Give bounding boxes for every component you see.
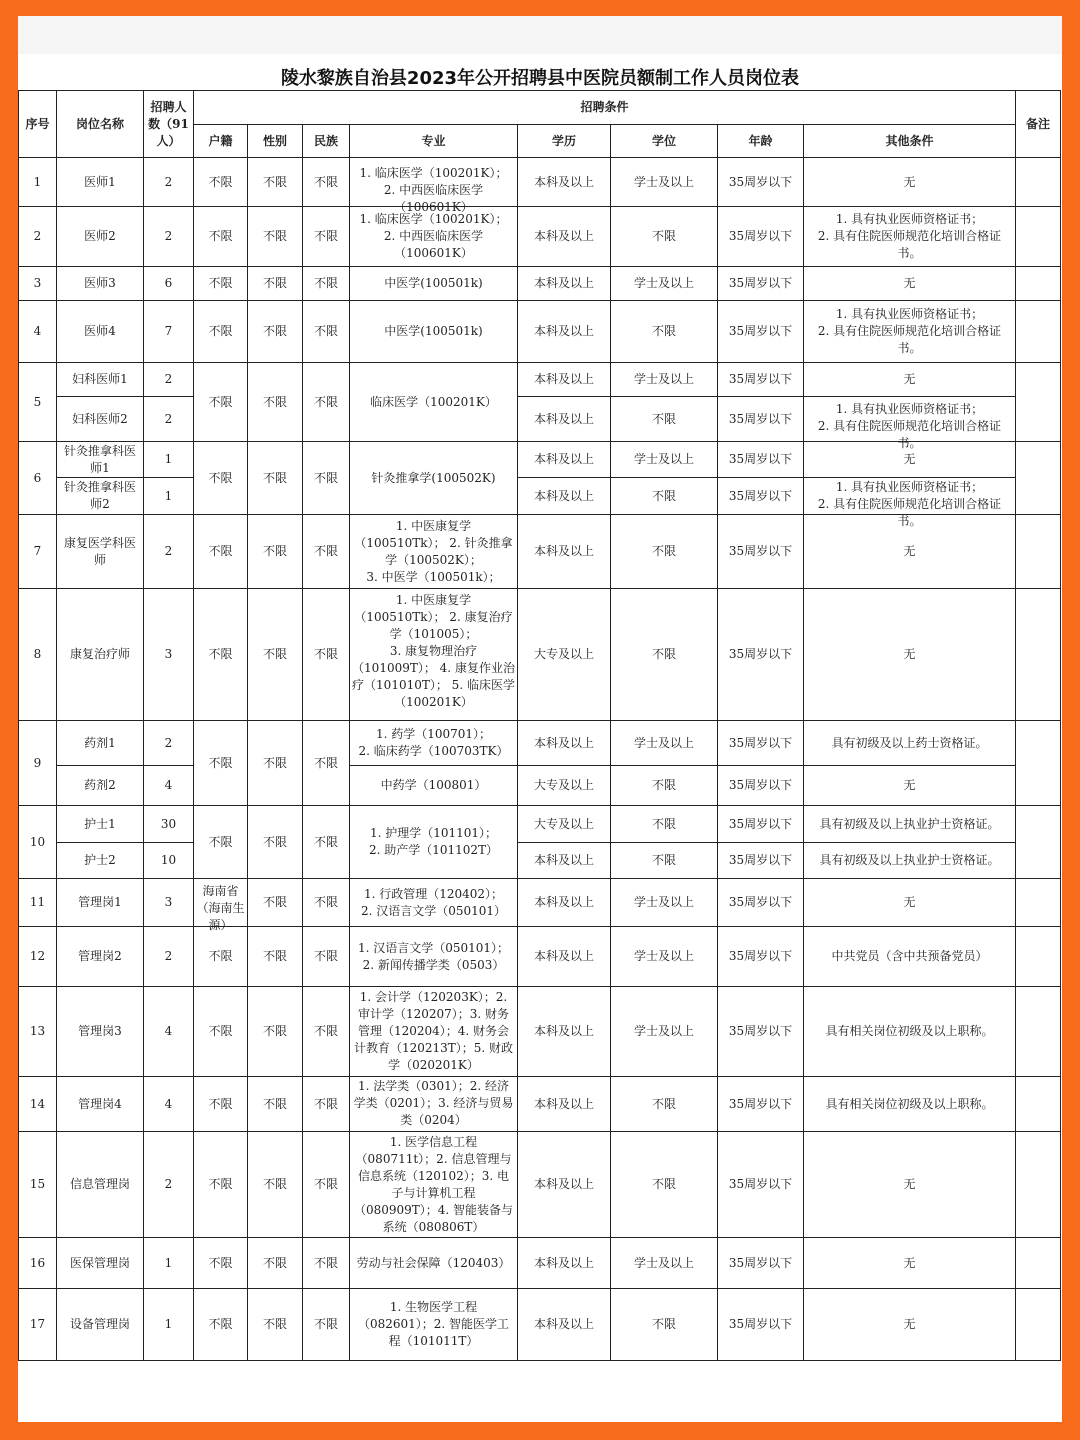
cell-edu: 本科及以上 <box>518 363 611 397</box>
cell-age: 35周岁以下 <box>718 806 804 843</box>
header-conditions: 招聘条件 <box>194 91 1016 125</box>
cell-major: 1. 护理学（101101）； 2. 助产学（101102T） <box>350 806 518 879</box>
cell-other: 无 <box>804 515 1016 589</box>
cell-hukou: 不限 <box>194 515 248 589</box>
cell-ethnic: 不限 <box>303 267 350 301</box>
cell-ethnic: 不限 <box>303 442 350 515</box>
cell-age: 35周岁以下 <box>718 1077 804 1132</box>
cell-gender: 不限 <box>248 987 303 1077</box>
cell-age: 35周岁以下 <box>718 927 804 987</box>
cell-degree: 不限 <box>611 397 718 442</box>
page-title: 陵水黎族自治县2023年公开招聘县中医院员额制工作人员岗位表 <box>280 68 800 89</box>
cell-edu: 本科及以上 <box>518 1289 611 1361</box>
cell-post: 医师1 <box>57 158 144 207</box>
cell-other <box>804 478 1016 528</box>
cell-no: 11 <box>19 879 57 927</box>
cell-ethnic: 不限 <box>303 721 350 806</box>
header-hukou: 户籍 <box>194 125 248 158</box>
cell-note <box>1016 721 1061 806</box>
cell-edu: 大专及以上 <box>518 589 611 721</box>
cell-age: 35周岁以下 <box>718 721 804 766</box>
cell-gender: 不限 <box>248 363 303 442</box>
cell-degree: 学士及以上 <box>611 267 718 301</box>
cell-other: 1. 具有执业医师资格证书； 2. 具有住院医师规范化培训合格证书。 <box>804 207 1016 267</box>
header-degree: 学位 <box>611 125 718 158</box>
cell-age: 35周岁以下 <box>718 397 804 442</box>
table-row <box>19 301 1061 363</box>
cell-age: 35周岁以下 <box>718 478 804 515</box>
cell-no: 2 <box>19 207 57 267</box>
cell-no: 3 <box>19 267 57 301</box>
cell-note <box>1016 158 1061 207</box>
cell-hukou: 不限 <box>194 987 248 1077</box>
cell-edu: 大专及以上 <box>518 806 611 843</box>
cell-edu: 本科及以上 <box>518 478 611 515</box>
cell-count: 6 <box>144 267 194 301</box>
cell-count: 2 <box>144 158 194 207</box>
cell-post: 妇科医师2 <box>57 397 144 442</box>
cell-other: 无 <box>804 158 1016 207</box>
header-age: 年龄 <box>718 125 804 158</box>
header-no: 序号 <box>19 91 57 158</box>
cell-degree: 不限 <box>611 515 718 589</box>
cell-post: 药剂1 <box>57 721 144 766</box>
cell-note <box>1016 301 1061 363</box>
cell-other: 具有相关岗位初级及以上职称。 <box>804 987 1016 1077</box>
cell-count: 2 <box>144 207 194 267</box>
cell-gender: 不限 <box>248 1238 303 1289</box>
cell-hukou: 不限 <box>194 927 248 987</box>
cell-degree: 不限 <box>611 207 718 267</box>
cell-ethnic: 不限 <box>303 1238 350 1289</box>
cell-major: 1. 汉语言文学（050101）； 2. 新闻传播学类（0503） <box>350 927 518 987</box>
cell-count: 2 <box>144 397 194 442</box>
cell-no: 1 <box>19 158 57 207</box>
major-text: 1. 中医康复学（100510Tk）； 2. 针灸推拿学（100502K）； 3. 中医学（100501k）； <box>354 518 513 584</box>
cell-major: 中医学(100501k) <box>350 301 518 363</box>
cell-note <box>1016 1077 1061 1132</box>
major-text: 1. 会计学（120203K）；2. 审计学（120207）；3. 财务管理（120204）；4. 财务会计教育（120213T）；5. 财政学（020201K） <box>353 989 514 1072</box>
cell-count: 7 <box>144 301 194 363</box>
cell-other <box>804 397 1016 450</box>
cell-no: 5 <box>19 363 57 442</box>
cell-other: 无 <box>804 1289 1016 1361</box>
cell-note <box>1016 1238 1061 1289</box>
cell-no: 14 <box>19 1077 57 1132</box>
cell-other: 无 <box>804 363 1016 397</box>
cell-post: 药剂2 <box>57 766 144 806</box>
hukou-text: 海南省（海南生源） <box>196 883 245 932</box>
cell-count: 10 <box>144 843 194 879</box>
cell-post: 医师4 <box>57 301 144 363</box>
cell-count: 1 <box>144 1289 194 1361</box>
cell-other: 中共党员（含中共预备党员） <box>804 927 1016 987</box>
cell-degree: 学士及以上 <box>611 879 718 927</box>
cell-no: 6 <box>19 442 57 515</box>
cell-degree: 不限 <box>611 1077 718 1132</box>
cell-ethnic: 不限 <box>303 806 350 879</box>
header-gender: 性别 <box>248 125 303 158</box>
cell-degree: 不限 <box>611 766 718 806</box>
cell-other: 具有相关岗位初级及以上职称。 <box>804 1077 1016 1132</box>
cell-age: 35周岁以下 <box>718 1289 804 1361</box>
top-margin <box>18 16 1062 54</box>
cell-note <box>1016 987 1061 1077</box>
cell-major: 临床医学（100201K） <box>350 363 518 442</box>
cell-hukou <box>194 879 248 932</box>
cell-age: 35周岁以下 <box>718 515 804 589</box>
cell-degree: 学士及以上 <box>611 363 718 397</box>
table-row <box>19 589 1061 721</box>
cell-no: 13 <box>19 987 57 1077</box>
cell-edu: 本科及以上 <box>518 442 611 478</box>
cell-count: 3 <box>144 879 194 927</box>
cell-degree: 学士及以上 <box>611 1238 718 1289</box>
cell-hukou: 不限 <box>194 301 248 363</box>
cell-major <box>350 158 518 214</box>
cell-hukou: 不限 <box>194 1132 248 1238</box>
cell-age: 35周岁以下 <box>718 766 804 806</box>
cell-edu: 本科及以上 <box>518 927 611 987</box>
cell-count: 4 <box>144 1077 194 1132</box>
cell-post: 管理岗2 <box>57 927 144 987</box>
cell-major <box>350 987 518 1077</box>
cell-degree: 不限 <box>611 1289 718 1361</box>
cell-hukou: 不限 <box>194 158 248 207</box>
cell-age: 35周岁以下 <box>718 442 804 478</box>
cell-ethnic: 不限 <box>303 879 350 927</box>
table-row <box>19 879 1061 927</box>
cell-edu: 本科及以上 <box>518 721 611 766</box>
cell-gender: 不限 <box>248 442 303 515</box>
cell-no: 12 <box>19 927 57 987</box>
cell-note <box>1016 1289 1061 1361</box>
cell-degree: 不限 <box>611 589 718 721</box>
cell-other: 无 <box>804 766 1016 806</box>
cell-note <box>1016 806 1061 879</box>
cell-hukou: 不限 <box>194 1077 248 1132</box>
cell-age: 35周岁以下 <box>718 879 804 927</box>
cell-note <box>1016 1132 1061 1238</box>
cell-ethnic: 不限 <box>303 363 350 442</box>
cell-hukou: 不限 <box>194 1289 248 1361</box>
table-row <box>19 927 1061 987</box>
cell-degree: 学士及以上 <box>611 442 718 478</box>
cell-gender: 不限 <box>248 927 303 987</box>
cell-note <box>1016 927 1061 987</box>
cell-degree: 不限 <box>611 806 718 843</box>
cell-age: 35周岁以下 <box>718 1238 804 1289</box>
cell-ethnic: 不限 <box>303 158 350 207</box>
cell-post: 医师2 <box>57 207 144 267</box>
cell-edu: 本科及以上 <box>518 158 611 207</box>
cell-count: 4 <box>144 987 194 1077</box>
cell-edu: 本科及以上 <box>518 515 611 589</box>
cell-other: 无 <box>804 589 1016 721</box>
cell-count: 1 <box>144 442 194 478</box>
cell-other: 具有初级及以上药士资格证。 <box>804 721 1016 766</box>
cell-post: 康复医学科医师 <box>57 515 144 589</box>
cell-note <box>1016 207 1061 267</box>
cell-count: 1 <box>144 1238 194 1289</box>
cell-gender: 不限 <box>248 301 303 363</box>
cell-other: 无 <box>804 1132 1016 1238</box>
cell-no: 15 <box>19 1132 57 1238</box>
table-row <box>19 397 1061 442</box>
cell-other: 无 <box>804 267 1016 301</box>
header-row-1 <box>19 91 1061 125</box>
cell-edu: 本科及以上 <box>518 1238 611 1289</box>
cell-other: 具有初级及以上执业护士资格证。 <box>804 843 1016 879</box>
cell-ethnic: 不限 <box>303 927 350 987</box>
cell-no: 9 <box>19 721 57 806</box>
table-row <box>19 1132 1061 1238</box>
cell-ethnic: 不限 <box>303 589 350 721</box>
cell-note <box>1016 879 1061 927</box>
cell-post: 信息管理岗 <box>57 1132 144 1238</box>
cell-gender: 不限 <box>248 207 303 267</box>
other-text: 1. 具有执业医师资格证书； 2. 具有住院医师规范化培训合格证书。 <box>817 480 1002 528</box>
cell-hukou: 不限 <box>194 1238 248 1289</box>
cell-age: 35周岁以下 <box>718 363 804 397</box>
other-text: 1. 具有执业医师资格证书； 2. 具有住院医师规范化培训合格证书。 <box>817 402 1002 450</box>
header-edu: 学历 <box>518 125 611 158</box>
cell-note <box>1016 515 1061 589</box>
cell-post: 康复治疗师 <box>57 589 144 721</box>
cell-hukou: 不限 <box>194 721 248 806</box>
cell-post: 设备管理岗 <box>57 1289 144 1361</box>
header-other: 其他条件 <box>804 125 1016 158</box>
major-text: 1. 法学类（0301）；2. 经济学类（0201）；3. 经济与贸易类（0204） <box>353 1079 514 1127</box>
cell-major <box>350 1077 518 1132</box>
cell-post: 针灸推拿科医师1 <box>57 442 144 478</box>
cell-ethnic: 不限 <box>303 1077 350 1132</box>
table-row <box>19 363 1061 397</box>
cell-degree: 学士及以上 <box>611 721 718 766</box>
cell-age: 35周岁以下 <box>718 301 804 363</box>
cell-no: 17 <box>19 1289 57 1361</box>
cell-note <box>1016 589 1061 721</box>
cell-gender: 不限 <box>248 1132 303 1238</box>
cell-count: 1 <box>144 478 194 515</box>
table-row <box>19 987 1061 1077</box>
cell-gender: 不限 <box>248 1289 303 1361</box>
header-note: 备注 <box>1016 91 1061 158</box>
cell-gender: 不限 <box>248 158 303 207</box>
cell-gender: 不限 <box>248 806 303 879</box>
cell-edu: 本科及以上 <box>518 397 611 442</box>
header-ethnic: 民族 <box>303 125 350 158</box>
cell-edu: 本科及以上 <box>518 879 611 927</box>
cell-post: 护士2 <box>57 843 144 879</box>
cell-degree: 不限 <box>611 843 718 879</box>
cell-post: 医保管理岗 <box>57 1238 144 1289</box>
cell-no: 4 <box>19 301 57 363</box>
cell-hukou: 不限 <box>194 207 248 267</box>
cell-note <box>1016 267 1061 301</box>
cell-count: 2 <box>144 515 194 589</box>
table-row <box>19 1077 1061 1132</box>
table-row <box>19 1289 1061 1361</box>
cell-count: 2 <box>144 927 194 987</box>
cell-age: 35周岁以下 <box>718 158 804 207</box>
cell-degree: 不限 <box>611 478 718 515</box>
cell-ethnic: 不限 <box>303 1289 350 1361</box>
cell-major: 1. 行政管理（120402）； 2. 汉语言文学（050101） <box>350 879 518 927</box>
table-row <box>19 1238 1061 1289</box>
cell-edu: 本科及以上 <box>518 1132 611 1238</box>
cell-age: 35周岁以下 <box>718 987 804 1077</box>
document-sheet <box>18 16 1062 1422</box>
cell-post: 针灸推拿科医师2 <box>57 478 144 515</box>
cell-gender: 不限 <box>248 1077 303 1132</box>
header-post: 岗位名称 <box>57 91 144 158</box>
major-text: 1. 临床医学（100201K）； 2. 中西医临床医学（100601K） <box>359 166 508 214</box>
cell-major: 1. 生物医学工程（082601）；2. 智能医学工程（101011T） <box>350 1289 518 1361</box>
cell-edu: 本科及以上 <box>518 267 611 301</box>
cell-other: 无 <box>804 442 1016 478</box>
cell-count: 30 <box>144 806 194 843</box>
cell-major <box>350 515 518 589</box>
cell-hukou: 不限 <box>194 589 248 721</box>
cell-hukou: 不限 <box>194 363 248 442</box>
header-count: 招聘人数（91人） <box>144 91 194 158</box>
table-row <box>19 207 1061 267</box>
cell-no: 10 <box>19 806 57 879</box>
cell-other: 无 <box>804 1238 1016 1289</box>
table-row <box>19 843 1061 879</box>
table-row <box>19 721 1061 766</box>
cell-count: 3 <box>144 589 194 721</box>
cell-degree: 不限 <box>611 1132 718 1238</box>
cell-degree: 学士及以上 <box>611 927 718 987</box>
cell-hukou: 不限 <box>194 806 248 879</box>
cell-post: 医师3 <box>57 267 144 301</box>
table-row <box>19 478 1061 515</box>
cell-age: 35周岁以下 <box>718 207 804 267</box>
cell-gender: 不限 <box>248 721 303 806</box>
cell-ethnic: 不限 <box>303 987 350 1077</box>
cell-no: 16 <box>19 1238 57 1289</box>
cell-other: 1. 具有执业医师资格证书； 2. 具有住院医师规范化培训合格证书。 <box>804 301 1016 363</box>
cell-ethnic: 不限 <box>303 207 350 267</box>
cell-ethnic: 不限 <box>303 1132 350 1238</box>
major-text: 1. 医学信息工程（080711t）；2. 信息管理与信息系统（120102）；3. 电子与计算机工程（080909T）；4. 智能装备与系统（080806T） <box>353 1134 514 1234</box>
cell-no: 7 <box>19 515 57 589</box>
cell-other: 无 <box>804 879 1016 927</box>
cell-hukou: 不限 <box>194 267 248 301</box>
major-text: 1. 中医康复学（100510Tk）； 2. 康复治疗学（101005）； 3. 康复物理治疗（101009T）； 4. 康复作业治疗（101010T）； 5. 临床医学（100201K） <box>352 592 515 709</box>
cell-major <box>350 207 518 267</box>
cell-count: 2 <box>144 721 194 766</box>
cell-other: 具有初级及以上执业护士资格证。 <box>804 806 1016 843</box>
cell-post: 管理岗3 <box>57 987 144 1077</box>
cell-note <box>1016 442 1061 515</box>
cell-age: 35周岁以下 <box>718 267 804 301</box>
cell-age: 35周岁以下 <box>718 1132 804 1238</box>
cell-gender: 不限 <box>248 879 303 927</box>
cell-age: 35周岁以下 <box>718 843 804 879</box>
cell-ethnic: 不限 <box>303 301 350 363</box>
cell-ethnic: 不限 <box>303 515 350 589</box>
cell-major: 劳动与社会保障（120403） <box>350 1238 518 1289</box>
cell-major: 针灸推拿学(100502K) <box>350 442 518 515</box>
table-row <box>19 158 1061 207</box>
table-row <box>19 267 1061 301</box>
cell-degree: 学士及以上 <box>611 987 718 1077</box>
cell-no: 8 <box>19 589 57 721</box>
cell-count: 2 <box>144 363 194 397</box>
cell-major: 中药学（100801） <box>350 766 518 806</box>
cell-edu: 本科及以上 <box>518 207 611 267</box>
table-row <box>19 766 1061 806</box>
cell-major: 1. 药学（100701）； 2. 临床药学（100703TK） <box>350 721 518 766</box>
cell-post: 管理岗4 <box>57 1077 144 1132</box>
cell-edu: 本科及以上 <box>518 987 611 1077</box>
cell-major <box>350 1132 518 1238</box>
cell-gender: 不限 <box>248 589 303 721</box>
header-major: 专业 <box>350 125 518 158</box>
cell-edu: 本科及以上 <box>518 843 611 879</box>
cell-post: 护士1 <box>57 806 144 843</box>
cell-count: 4 <box>144 766 194 806</box>
cell-note <box>1016 363 1061 442</box>
cell-edu: 大专及以上 <box>518 766 611 806</box>
table-row <box>19 806 1061 843</box>
major-text: 1. 临床医学（100201K）； 2. 中西医临床医学 （100601K） <box>359 211 508 260</box>
cell-major: 中医学(100501k) <box>350 267 518 301</box>
cell-gender: 不限 <box>248 267 303 301</box>
cell-degree: 学士及以上 <box>611 158 718 207</box>
cell-post: 妇科医师1 <box>57 363 144 397</box>
cell-gender: 不限 <box>248 515 303 589</box>
cell-age: 35周岁以下 <box>718 589 804 721</box>
cell-degree: 不限 <box>611 301 718 363</box>
cell-hukou: 不限 <box>194 442 248 515</box>
cell-count: 2 <box>144 1132 194 1238</box>
cell-edu: 本科及以上 <box>518 1077 611 1132</box>
cell-edu: 本科及以上 <box>518 301 611 363</box>
cell-post: 管理岗1 <box>57 879 144 927</box>
recruitment-table <box>18 90 1061 1361</box>
cell-major <box>350 589 518 721</box>
